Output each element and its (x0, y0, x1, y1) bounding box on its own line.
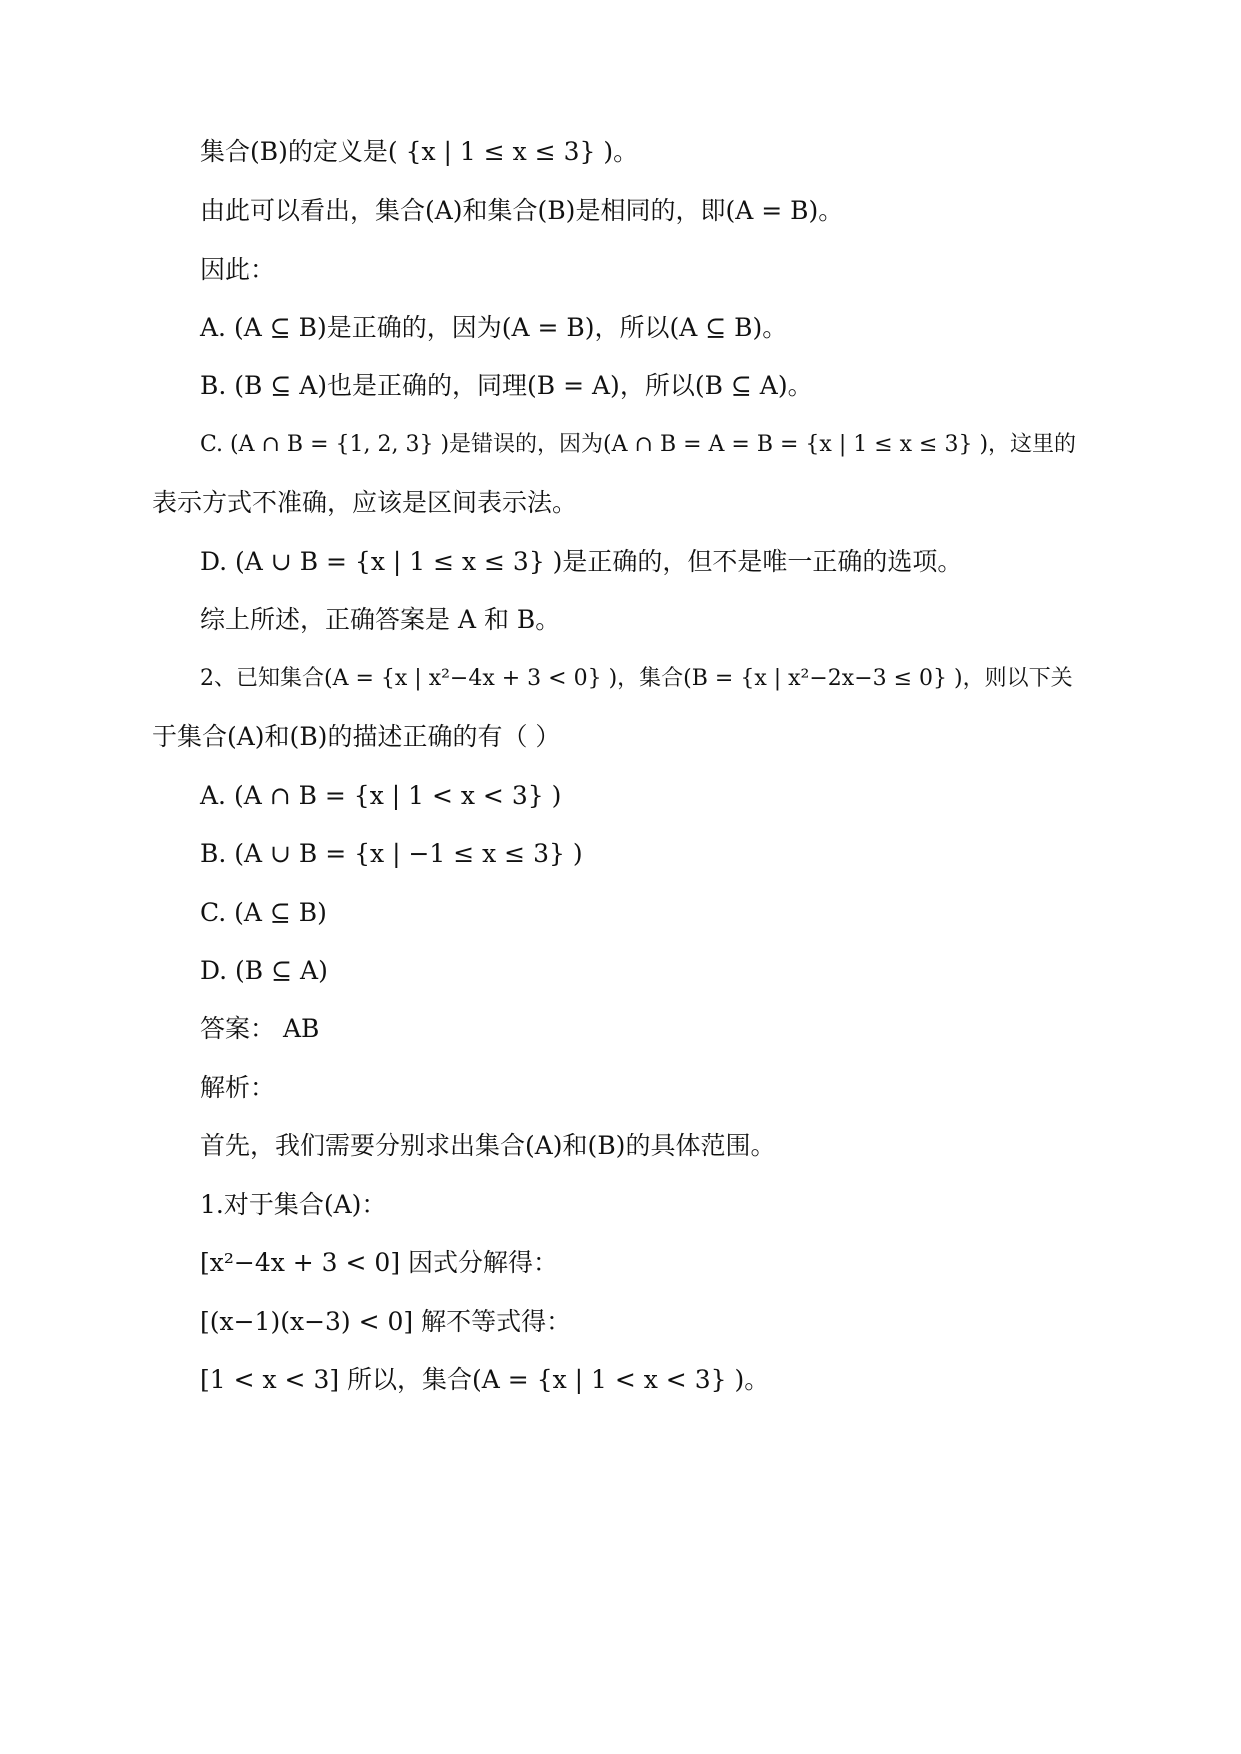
question-line: 于集合(A)和(B)的描述正确的有（ ） (152, 722, 561, 751)
option-line: B. (A ∪ B = {x | −1 ≤ x ≤ 3} ) (200, 839, 583, 868)
formula-line: [x²−4x + 3 < 0] 因式分解得： (200, 1248, 559, 1277)
option-line: A. (A ∩ B = {x | 1 < x < 3} ) (200, 781, 562, 810)
paragraph-line: 综上所述，正确答案是 A 和 B。 (200, 605, 561, 634)
option-line: D. (A ∪ B = {x | 1 ≤ x ≤ 3} )是正确的，但不是唯一正确的选项。 (200, 547, 963, 576)
paragraph-line: 因此： (200, 255, 276, 284)
paragraph-line: 1.对于集合(A)： (200, 1190, 387, 1219)
question-line: 2、已知集合(A = {x | x²−4x + 3 < 0} )，集合(B = {x | x²−2x−3 ≤ 0} )，则以下关 (200, 666, 1073, 691)
option-line: A. (A ⊆ B)是正确的，因为(A = B)，所以(A ⊆ B)。 (200, 313, 788, 342)
formula-line: [1 < x < 3] 所以，集合(A = {x | 1 < x < 3} )。 (200, 1365, 770, 1394)
option-line: C. (A ∩ B = {1, 2, 3} )是错误的，因为(A ∩ B = A = B = {x | 1 ≤ x ≤ 3} )，这里的 (200, 432, 1077, 457)
paragraph-line: 表示方式不准确，应该是区间表示法。 (152, 488, 578, 517)
option-line: D. (B ⊆ A) (200, 956, 328, 985)
option-line: C. (A ⊆ B) (200, 898, 327, 927)
analysis-label: 解析： (200, 1073, 276, 1102)
answer-line: 答案： AB (200, 1014, 320, 1043)
paragraph-line: 首先，我们需要分别求出集合(A)和(B)的具体范围。 (200, 1131, 776, 1160)
option-line: B. (B ⊆ A)也是正确的，同理(B = A)，所以(B ⊆ A)。 (200, 371, 813, 400)
paragraph-line: 由此可以看出，集合(A)和集合(B)是相同的，即(A = B)。 (200, 196, 844, 225)
formula-line: [(x−1)(x−3) < 0] 解不等式得： (200, 1307, 572, 1336)
paragraph-line: 集合(B)的定义是( {x | 1 ≤ x ≤ 3} )。 (200, 137, 639, 166)
